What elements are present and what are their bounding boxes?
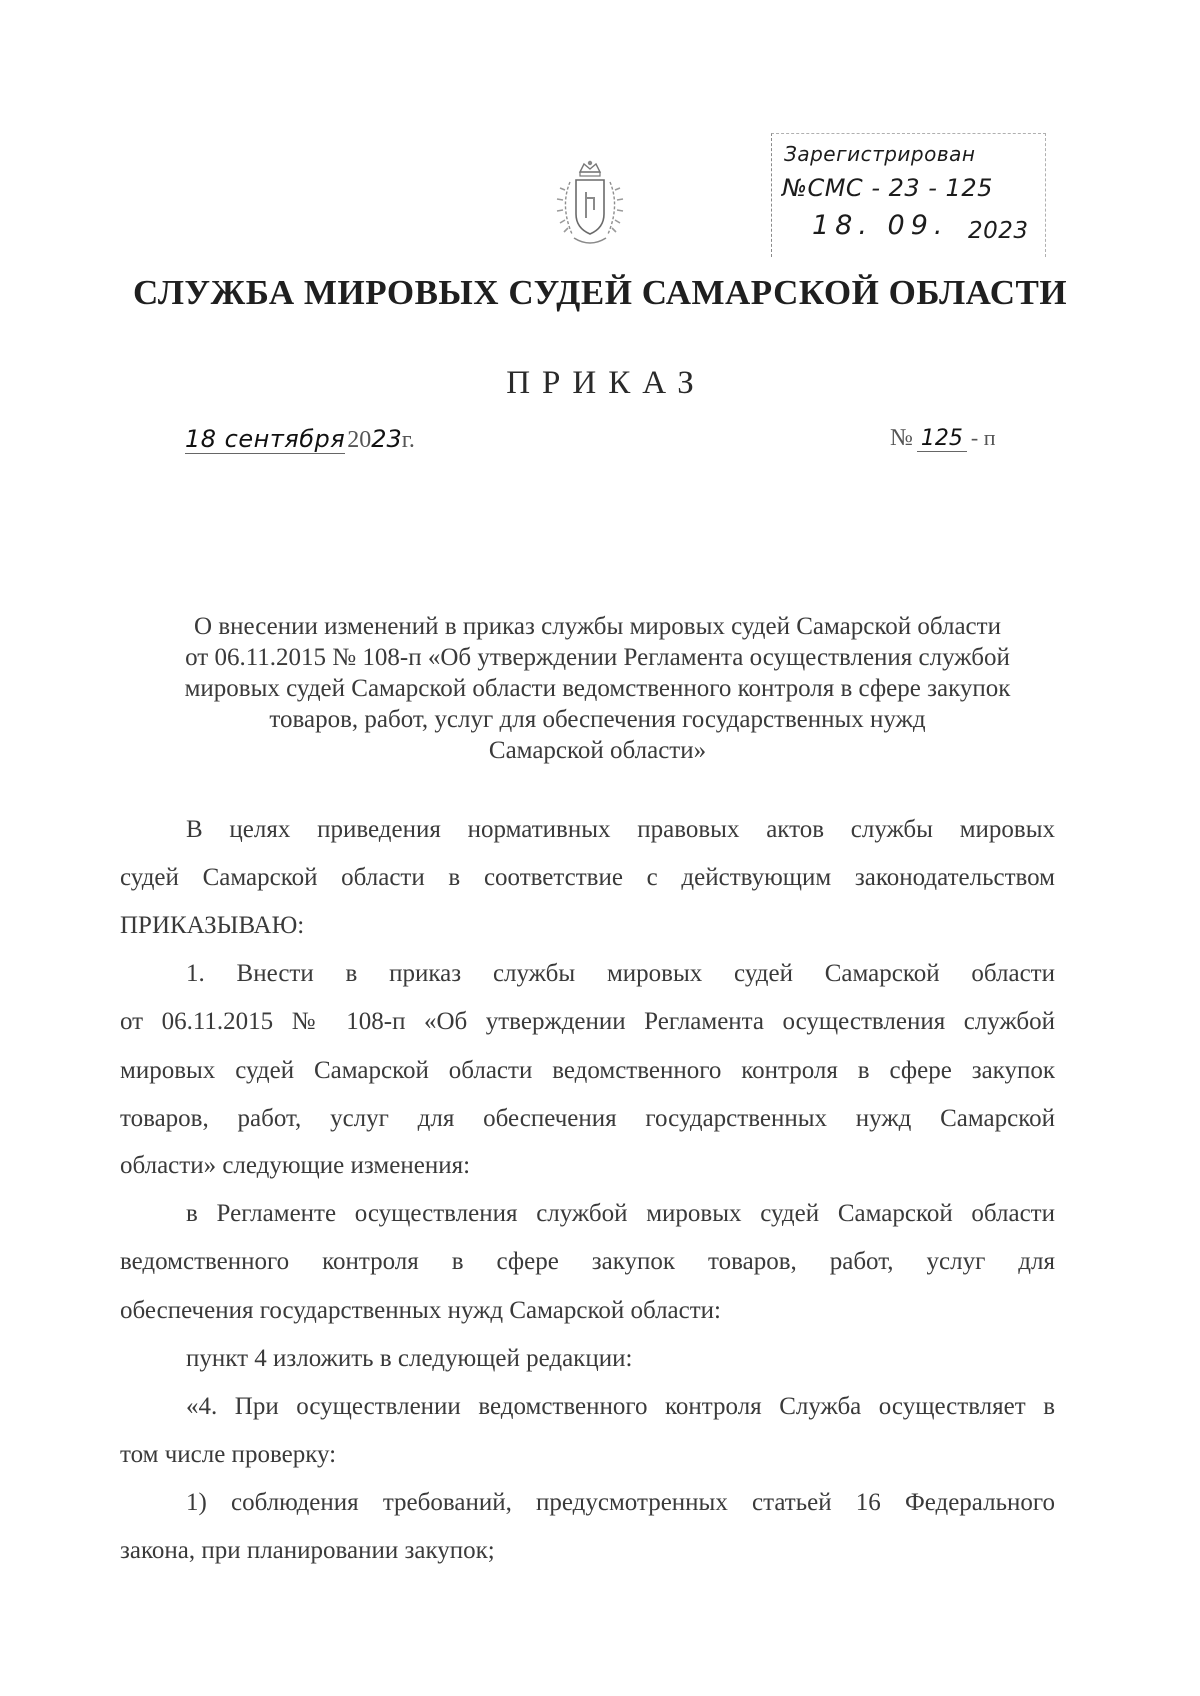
stamp-registration-number: №СМС - 23 - 125 (782, 174, 993, 202)
order-number-handwritten: 125 (917, 426, 967, 452)
body-line: обеспечения государственных нужд Самарской области: (120, 1297, 722, 1324)
body-line: том числе проверку: (120, 1441, 337, 1468)
registration-stamp (771, 133, 1046, 257)
body-line: В целях приведения нормативных правовых актов службы мировых (186, 816, 1055, 843)
stamp-registered-label: Зарегистрирован (784, 142, 976, 166)
body-line: «4. При осуществлении ведомственного контроля Служба осуществляет в (186, 1393, 1055, 1420)
subject-line: от 06.11.2015 № 108-п «Об утверждении Регламента осуществления службой (185, 644, 1010, 671)
body-line: от 06.11.2015 № 108-п «Об утверждении Регламента осуществления службой (120, 1008, 1055, 1035)
order-date-handwritten: 18 сентября (185, 425, 346, 453)
order-date (185, 425, 415, 454)
coat-of-arms-icon (550, 158, 630, 254)
subject-line: О внесении изменений в приказ службы мировых судей Самарской области (194, 613, 1001, 640)
body-line: ведомственного контроля в сфере закупок товаров, работ, услуг для (120, 1248, 1055, 1275)
body-line: судей Самарской области в соответствие с действующим законодательством (120, 864, 1055, 891)
stamp-registration-year: 2023 (968, 218, 1029, 244)
order-number (890, 425, 996, 452)
body-line: пункт 4 изложить в следующей редакции: (186, 1345, 633, 1372)
body-line: товаров, работ, услуг для обеспечения государственных нужд Самарской (120, 1105, 1055, 1132)
body-line: 1) соблюдения требований, предусмотренных статьей 16 Федерального (186, 1489, 1055, 1516)
order-subject (140, 611, 1055, 766)
body-line: в Регламенте осуществления службой мировых судей Самарской области (186, 1200, 1055, 1227)
order-year-suffix: г. (401, 427, 415, 453)
body-line: мировых судей Самарской области ведомственного контроля в сфере закупок (120, 1057, 1055, 1084)
order-year-prefix: 20 (347, 427, 372, 453)
body-line: закона, при планировании закупок; (120, 1537, 495, 1564)
subject-line: Самарской области» (488, 737, 707, 764)
number-sign: № (890, 425, 913, 451)
stamp-registration-date: 18. 09. (812, 210, 949, 241)
subject-line: товаров, работ, услуг для обеспечения государственных нужд (269, 706, 926, 733)
organization-title: СЛУЖБА МИРОВЫХ СУДЕЙ САМАРСКОЙ ОБЛАСТИ (132, 273, 1068, 312)
document-type-heading: ПРИКАЗ (506, 365, 706, 401)
subject-line: мировых судей Самарской области ведомственного контроля в сфере закупок (184, 675, 1011, 702)
order-number-suffix: - п (970, 425, 996, 450)
body-line: ПРИКАЗЫВАЮ: (120, 912, 305, 939)
body-line: области» следующие изменения: (120, 1152, 471, 1179)
order-year-handwritten: 23 (371, 425, 402, 453)
body-line: 1. Внести в приказ службы мировых судей Самарской области (186, 960, 1055, 987)
